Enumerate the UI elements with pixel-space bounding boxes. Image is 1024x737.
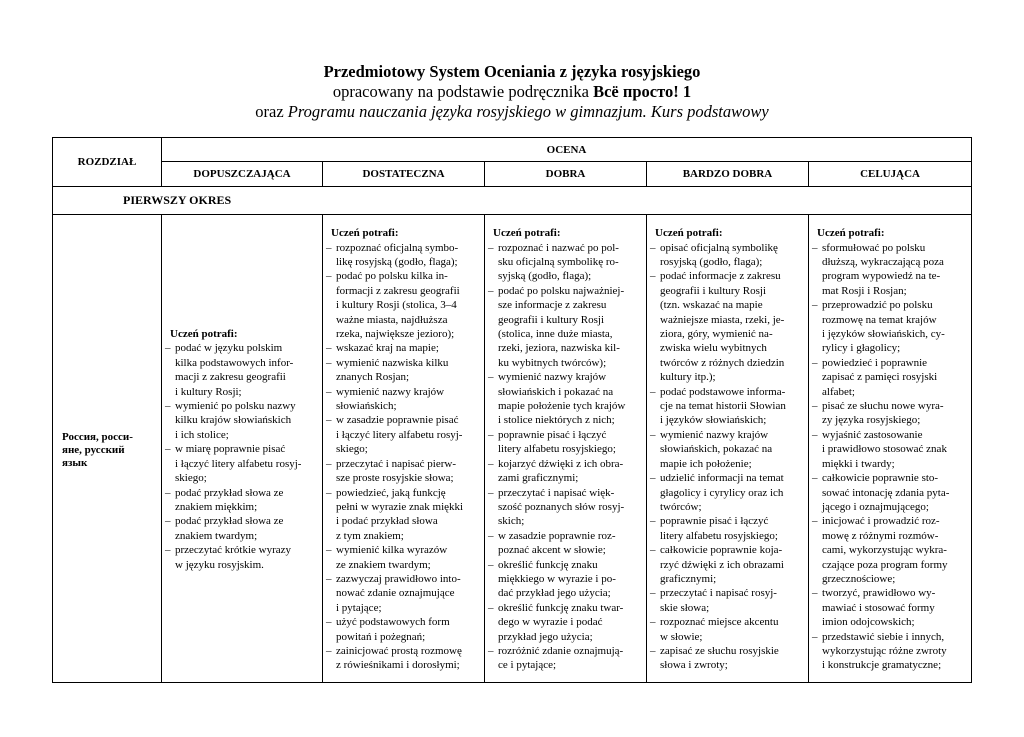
requirement-line: – podać w języku polskim [175,342,283,355]
requirement-line: skiego; [336,443,368,456]
document-header [0,62,1024,122]
requirement-line: rozmowę na temat krajów [822,313,937,326]
requirement-item [812,630,969,673]
requirement-line: mapie ich położenie; [660,457,752,470]
requirement-line: znakiem miękkim; [175,500,258,513]
grade-header-dobra: DOBRA [485,162,647,187]
requirements-list [812,241,969,673]
requirement-line: pełni w wyrazie znak miękki [336,500,464,513]
requirement-line: – w zasadzie poprawnie roz- [498,529,616,542]
row-label-topic [53,215,162,683]
requirement-item [650,241,806,270]
requirements-lead: Uczeń potrafi: [493,227,561,240]
row-label-line: Россия, росси- [62,430,133,443]
requirement-line: czające poza program formy [822,558,948,571]
requirement-line: przykład jego użycia; [498,630,593,643]
requirement-line: – wymienić nazwiska kilku [336,356,449,369]
requirement-line: – powiedzieć, jaką funkcję [336,486,446,499]
requirement-line: sku oficjalną symbolikę ro- [498,256,619,269]
requirement-line: – określić funkcję znaku twar- [498,601,624,614]
requirement-line: – wymienić po polsku nazwy [175,400,296,413]
requirement-item [326,486,482,544]
requirement-item [326,241,482,270]
requirement-line: – wyjaśnić zastosowanie [822,428,923,441]
requirement-item [326,269,482,341]
requirement-line: i stolice niektórych z nich; [498,414,615,427]
requirement-line: skie słowa; [660,601,710,614]
requirement-line: – wymienić kilka wyrazów [336,544,448,557]
requirement-line: i konstrukcje gramatyczne; [822,659,942,672]
requirement-item [488,428,644,457]
grade-header-dopuszczajaca: DOPUSZCZAJĄCA [162,162,323,187]
requirement-line: – przeczytać i napisać pierw- [336,457,457,470]
requirement-line: grzecznościowe; [822,572,896,585]
requirements-bardzo-dobra [647,215,809,683]
requirement-item [812,471,969,514]
requirement-line: i łączyć litery alfabetu rosyj- [175,457,302,470]
requirement-line: skiego; [175,472,207,485]
requirement-line: ce i pytające; [498,659,557,672]
requirement-line: w języku rosyjskim. [175,558,264,571]
requirement-item [165,399,320,442]
requirement-line: imion odojcowskich; [822,616,915,629]
requirement-line: ze znakiem twardym; [336,558,431,571]
requirement-item [488,644,644,673]
requirement-line: jącego i oznajmującego; [822,500,929,513]
requirement-line: – rozpoznać oficjalną symbo- [336,241,459,254]
requirement-line: i kultury Rosji (stolica, 3–4 [336,299,457,312]
requirement-line: formacji z zakresu geografii [336,284,460,297]
requirement-item [812,399,969,428]
requirement-line: nować zdanie oznajmujące [336,587,455,600]
requirement-line: – podać informacje z zakresu [660,270,781,283]
requirement-line: syjską (godło, flaga); [498,270,592,283]
requirement-line: skich; [498,515,525,528]
requirement-line: – sformułować po polsku [822,241,926,254]
row-label-line: яне, русский [62,443,125,456]
requirement-item [165,442,320,485]
requirement-line: dłuższą, wykraczającą poza [822,256,944,269]
requirement-line: wykorzystując różne zwroty [822,644,947,657]
requirement-line: – wymienić nazwy krajów [336,385,445,398]
requirement-line: – w zasadzie poprawnie pisać [336,414,459,427]
requirement-item [488,486,644,529]
grading-table [52,137,972,683]
requirement-line: – tworzyć, prawidłowo wy- [822,587,936,600]
requirement-line: i pytające; [336,601,382,614]
requirement-item [650,385,806,428]
requirement-line: litery alfabetu rosyjskiego; [498,443,616,456]
requirement-line: z rówieśnikami i dorosłymi; [336,659,460,672]
requirement-line: rzyć dźwięki z ich obrazami [660,558,784,571]
requirement-line: miękki i twardy; [822,457,895,470]
requirement-line: mapie położenie tych krajów [498,400,626,413]
requirement-item [812,241,969,299]
requirement-line: ku wybitnych twórców); [498,356,607,369]
requirement-line: i prawidłowo stosować znak [822,443,947,456]
requirements-celujaca [809,215,972,683]
requirement-line: mawiać i stosować formy [822,601,935,614]
requirements-list [488,241,644,673]
requirement-line: – w miarę poprawnie pisać [175,443,286,456]
requirement-line: – przeczytać krótkie wyrazy [175,544,292,557]
requirement-item [650,269,806,384]
document-subtitle-program [0,102,1024,122]
requirement-line: – podać po polsku kilka in- [336,270,448,283]
requirement-line: – przeprowadzić po polsku [822,299,933,312]
requirement-line: – określić funkcję znaku [498,558,598,571]
requirement-line: – poprawnie pisać i łączyć [660,515,769,528]
requirement-line: – wymienić nazwy krajów [660,428,769,441]
requirement-line: macji z zakresu geografii [175,371,286,384]
requirement-item [326,543,482,572]
grade-header-bardzo-dobra: BARDZO DOBRA [647,162,809,187]
requirement-line: – poprawnie pisać i łączyć [498,428,607,441]
requirements-list [165,341,320,572]
requirement-line: – inicjować i prowadzić roz- [822,515,940,528]
requirement-line: – rozpoznać miejsce akcentu [660,616,779,629]
requirement-item [488,284,644,370]
requirement-item [488,558,644,601]
document-subtitle-textbook [0,82,1024,102]
subtitle-prefix: opracowany na podstawie podręcznika [332,82,594,101]
requirement-line: sze informacje z zakresu [498,299,607,312]
requirement-line: w słowie; [660,630,703,643]
requirement-line: – powiedzieć i poprawnie [822,356,928,369]
requirement-line: słowiańskich; [336,400,397,413]
requirement-line: rzeki, jeziora, nazwiska kil- [498,342,620,355]
requirement-line: i podać przykład słowa [336,515,438,528]
requirement-line: – wymienić nazwy krajów [498,371,607,384]
requirement-line: ważniejsze miasta, rzeki, je- [660,313,785,326]
requirement-line: słowa i zwroty; [660,659,728,672]
requirement-item [326,413,482,456]
requirement-line: zapisać z pamięci rosyjski [822,371,938,384]
requirement-item [812,586,969,629]
requirement-line: kilku krajów słowiańskich [175,414,292,427]
requirement-line: ważne miasta, najdłuższa [336,313,448,326]
grade-header-dostateczna: DOSTATECZNA [323,162,485,187]
requirement-item [812,356,969,399]
requirements-dostateczna [323,215,485,683]
requirement-item [488,457,644,486]
requirement-item [812,428,969,471]
requirement-line: cami, wykorzystując wykra- [822,544,947,557]
requirement-line: litery alfabetu rosyjskiego; [660,529,778,542]
requirements-lead: Uczeń potrafi: [331,227,399,240]
requirement-line: geografii i kultury Rosji [498,313,605,326]
requirement-line: i łączyć litery alfabetu rosyj- [336,428,463,441]
requirement-line: – udzielić informacji na temat [660,472,784,485]
requirement-item [488,241,644,284]
requirement-item [326,356,482,385]
requirement-line: – podać po polsku najważniej- [498,284,625,297]
requirement-item [650,586,806,615]
requirement-line: szość poznanych słów rosyj- [498,500,625,513]
requirement-item [488,529,644,558]
requirement-item [650,543,806,586]
requirement-item [812,298,969,356]
requirement-item [650,471,806,514]
requirement-line: i kultury Rosji; [175,385,242,398]
requirements-lead: Uczeń potrafi: [170,328,238,341]
requirement-line: twórców; [660,500,702,513]
section-pierwszy-okres: PIERWSZY OKRES [53,187,972,215]
requirement-item [326,644,482,673]
requirement-line: likę rosyjską (godło, flaga); [336,256,458,269]
requirement-item [326,572,482,615]
requirement-line: dego w wyrazie i podać [498,616,603,629]
requirements-list [650,241,806,673]
requirement-line: kilka podstawowych infor- [175,356,294,369]
requirement-line: i języków słowiańskich, cy- [822,328,945,341]
requirement-line: program wypowiedź na te- [822,270,941,283]
requirement-line: – podać przykład słowa ze [175,486,284,499]
requirement-line: słowiańskich, pokazać na [660,443,773,456]
requirement-line: głagolicy i cyrylicy oraz ich [660,486,784,499]
requirement-line: – zainicjować prostą rozmowę [336,644,462,657]
requirement-line: mowę z różnymi rozmów- [822,529,939,542]
row-label-line: язык [62,457,88,470]
requirement-line: i ich stolice; [175,428,229,441]
requirement-line: – użyć podstawowych form [336,616,450,629]
requirement-line: sze proste rosyjskie słowa; [336,472,454,485]
requirement-item [488,370,644,428]
requirement-line: dać przykład jego użycia; [498,587,611,600]
requirement-line: – kojarzyć dźwięki z ich obra- [498,457,624,470]
requirement-line: zy języka rosyjskiego; [822,414,921,427]
requirement-item [326,615,482,644]
requirement-line: alfabet; [822,385,855,398]
requirement-line: – rozróżnić zdanie oznajmują- [498,644,624,657]
requirement-line: – całkowicie poprawnie koja- [660,544,783,557]
requirement-line: miękkiego w wyrazie i po- [498,572,616,585]
header-ocena: OCENA [162,138,972,162]
requirement-line: graficznymi; [660,572,717,585]
requirement-line: – podać podstawowe informa- [660,385,786,398]
requirement-line: cje na temat historii Słowian [660,400,786,413]
requirement-line: – pisać ze słuchu nowe wyra- [822,400,944,413]
requirement-line: słowiańskich i pokazać na [498,385,614,398]
requirement-line: z tym znakiem; [336,529,404,542]
requirement-item [650,644,806,673]
requirement-line: – przeczytać i napisać rosyj- [660,587,777,600]
requirements-lead: Uczeń potrafi: [655,227,723,240]
requirement-line: – przedstawić siebie i innych, [822,630,945,643]
requirement-line: rylicy i głagolicy; [822,342,901,355]
grade-header-celujaca: CELUJĄCA [809,162,972,187]
requirement-item [488,601,644,644]
requirement-line: – zazwyczaj prawidłowo into- [336,572,461,585]
requirement-line: znanych Rosjan; [336,371,410,384]
requirement-line: rzeka, największe jezioro); [336,328,455,341]
requirement-line: kultury itp.); [660,371,716,384]
requirements-dobra [485,215,647,683]
document-title: Przedmiotowy System Oceniania z języka rosyjskiego [323,62,701,81]
requirements-dopuszczajaca [162,215,323,683]
requirement-line: mat Rosji i Rosjan; [822,284,907,297]
requirement-line: sować intonację zdania pyta- [822,486,950,499]
subtitle-prefix-oraz: oraz [255,102,288,121]
requirement-line: (tzn. wskazać na mapie [660,299,763,312]
requirement-line: – przeczytać i napisać więk- [498,486,615,499]
requirement-item [650,428,806,471]
requirement-line: poznać akcent w słowie; [498,544,606,557]
requirements-list [326,241,482,673]
header-rozdzial: ROZDZIAŁ [53,138,162,187]
requirement-line: i języków słowiańskich; [660,414,767,427]
requirement-line: twórców z różnych dziedzin [660,356,785,369]
requirement-line: – całkowicie poprawnie sto- [822,472,939,485]
requirement-line: – podać przykład słowa ze [175,515,284,528]
requirement-line: (stolica, inne duże miasta, [498,328,613,341]
requirement-line: zami graficznymi; [498,472,579,485]
requirement-line: zwiska wielu wybitnych [660,342,767,355]
requirement-item [165,486,320,515]
requirement-item [326,341,482,355]
requirement-item [165,514,320,543]
requirement-line: rosyjską (godło, flaga); [660,256,763,269]
textbook-title: Всё просто! 1 [593,82,692,101]
requirement-item [650,514,806,543]
requirement-line: – rozpoznać i nazwać po pol- [498,241,619,254]
requirement-item [165,543,320,572]
requirement-line: ziora, góry, wymienić na- [660,328,773,341]
requirement-item [650,615,806,644]
requirement-line: – zapisać ze słuchu rosyjskie [660,644,779,657]
requirement-line: geografii i kultury Rosji [660,284,767,297]
requirement-item [812,514,969,586]
requirement-line: – opisać oficjalną symbolikę [660,241,778,254]
requirement-line: – wskazać kraj na mapie; [336,342,439,355]
requirement-item [326,457,482,486]
requirement-item [165,341,320,399]
requirement-line: powitań i pożegnań; [336,630,426,643]
program-title: Programu nauczania języka rosyjskiego w gimnazjum. Kurs podstawowy [287,102,769,121]
requirement-item [326,385,482,414]
requirement-line: znakiem twardym; [175,529,258,542]
requirements-lead: Uczeń potrafi: [817,227,885,240]
